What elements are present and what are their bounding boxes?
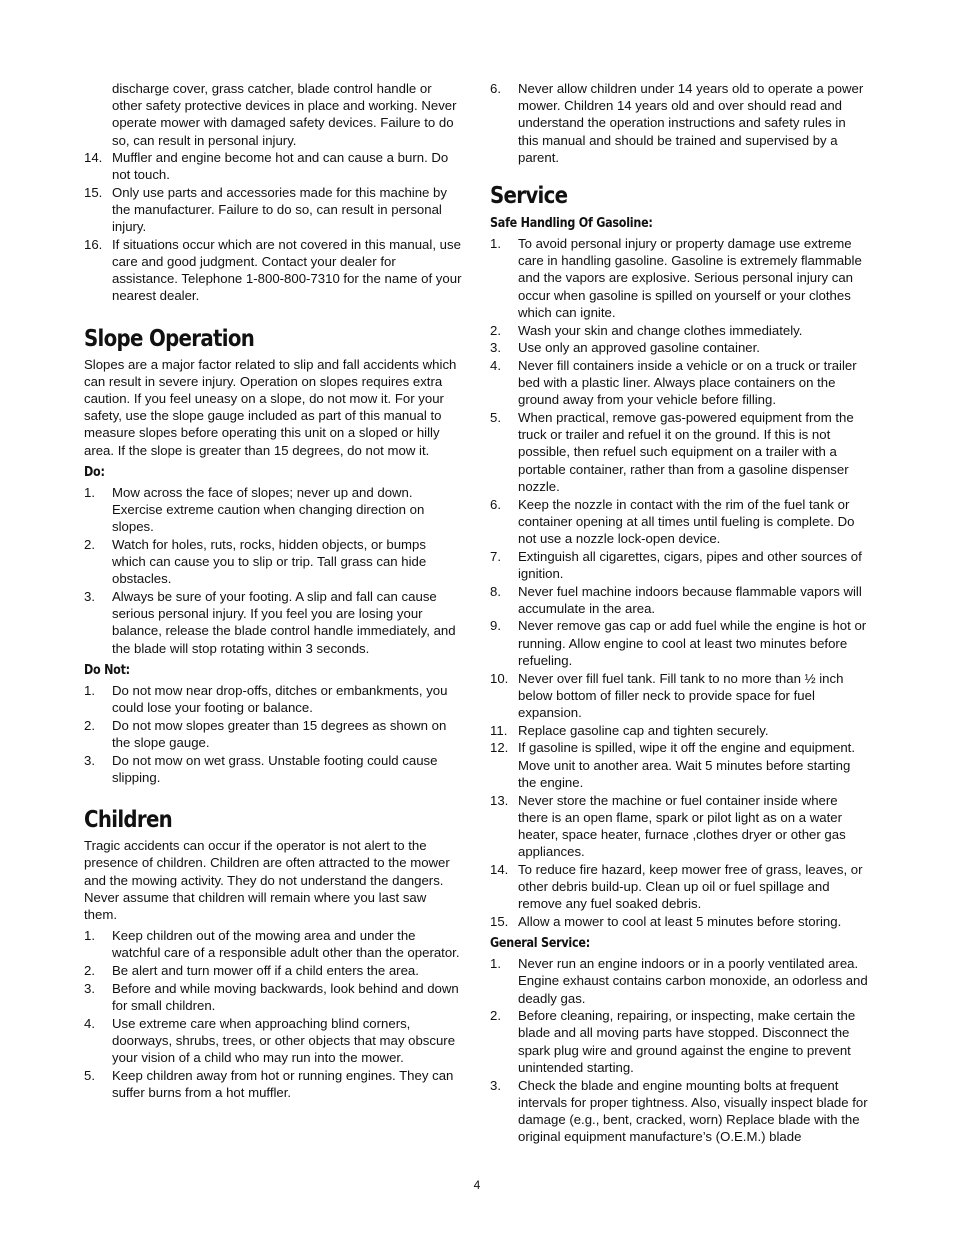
list-item xyxy=(84,1067,462,1101)
item-number: 8. xyxy=(490,583,501,599)
item-number: 5. xyxy=(84,1067,95,1083)
item-text: Watch for holes, ruts, rocks, hidden objects, or bumps which can cause you to slip or trip. Tall grass can hide obstacles. xyxy=(112,536,427,587)
children-list-continued xyxy=(490,80,868,166)
item-text: Replace gasoline cap and tighten securely. xyxy=(518,722,769,738)
item-text: Always be sure of your footing. A slip and fall can cause serious personal injury. If you feel you are losing your balance, release the blade control handle immediately, and the blade will stop rotating within 3 seconds. xyxy=(112,589,456,656)
list-item xyxy=(490,739,868,791)
list-item xyxy=(490,235,868,321)
item-text: If gasoline is spilled, wipe it off the engine and equipment. Move unit to another area. Wait 5 minutes before starting the engine. xyxy=(518,740,855,790)
list-item xyxy=(490,357,868,409)
item-text: To avoid personal injury or property damage use extreme care in handling gasoline. Gasoline is extremely flammable and the vapors are explosive. Serious personal injury can occur when gasoline is spilled on yourself or your clothes which can ignite. xyxy=(518,236,862,320)
list-item xyxy=(84,927,462,961)
item-text: Only use parts and accessories made for this machine by the manufacturer. Failure to do so, can result in personal injury. xyxy=(112,184,447,235)
list-item xyxy=(84,717,462,751)
item-text: Do not mow near drop-offs, ditches or embankments, you could lose your footing or balance. xyxy=(112,682,448,716)
item-text: Keep children out of the mowing area and under the watchful care of a responsible adult other than the operator. xyxy=(112,928,460,961)
item-number: 14. xyxy=(84,149,103,165)
item-number: 1. xyxy=(84,682,95,698)
page-number: 4 xyxy=(473,1178,481,1192)
list-item xyxy=(490,339,868,356)
list-item xyxy=(84,980,462,1014)
section-title-service: Service xyxy=(490,183,568,210)
gasoline-list xyxy=(490,235,868,930)
item-number: 3. xyxy=(84,589,95,605)
list-item xyxy=(84,588,462,657)
item-text: Use extreme care when approaching blind corners, doorways, shrubs, trees, or other objects that may obscure your vision of a child who may run into the mower. xyxy=(112,1015,456,1066)
list-item xyxy=(490,955,868,1007)
item-number: 14. xyxy=(490,861,509,877)
list-item xyxy=(84,536,462,588)
list-item xyxy=(490,80,868,166)
item-number: 9. xyxy=(490,618,501,634)
list-item xyxy=(490,670,868,722)
list-item xyxy=(490,1077,868,1146)
do-not-list xyxy=(84,682,462,786)
item-text: Be alert and turn mower off if a child enters the area. xyxy=(112,963,419,979)
list-item xyxy=(84,184,462,236)
item-text: Never run an engine indoors or in a poorly ventilated area. Engine exhaust contains carbon monoxide, an odorless and deadly gas. xyxy=(518,956,868,1006)
list-item xyxy=(490,722,868,739)
item-text: Check the blade and engine mounting bolts at frequent intervals for proper tightness. Also, visually inspect blade for damage (e.g., bent, cracked, worn) Replace blade with the original equipment manufacture’s (O.E.M.) blade xyxy=(518,1077,868,1145)
item-number: 2. xyxy=(84,536,95,552)
item-number: 6. xyxy=(490,496,501,512)
item-text: Never fill containers inside a vehicle or on a truck or trailer bed with a plastic liner. Always place containers on the ground away from your vehicle before filling. xyxy=(518,357,857,408)
item-number: 10. xyxy=(490,670,509,686)
item-text: Never over fill fuel tank. Fill tank to no more than ½ inch below bottom of filler neck to provide space for fuel expansion. xyxy=(518,670,844,720)
list-item xyxy=(490,861,868,913)
item-text: Do not mow on wet grass. Unstable footing could cause slipping. xyxy=(112,752,438,785)
item-text: Before and while moving backwards, look behind and down for small children. xyxy=(112,980,459,1013)
item-number: 3. xyxy=(84,752,95,768)
item-text: When practical, remove gas-powered equipment from the truck or trailer and refuel it on the ground. If this is not possible, then refuel such equipment on a trailer with a portable container, rather than from a gasoline dispenser nozzle. xyxy=(518,410,854,494)
item-number: 16. xyxy=(84,236,103,252)
item-text: If situations occur which are not covered in this manual, use care and good judgment. Contact your dealer for assistance. Telephone 1-800-800-7310 for the name of your nearest dealer. xyxy=(112,236,462,304)
list-item xyxy=(490,1007,868,1076)
subheading-do-not: Do Not: xyxy=(84,662,130,678)
item-text: Extinguish all cigarettes, cigars, pipes and other sources of ignition. xyxy=(518,548,862,581)
item-text: Never fuel machine indoors because flammable vapors will accumulate in the area. xyxy=(518,583,862,616)
children-list xyxy=(84,927,462,1101)
section-title-children: Children xyxy=(84,807,173,834)
list-item xyxy=(84,752,462,786)
item-text: Never allow children under 14 years old to operate a power mower. Children 14 years old and over should read and understand the operation instructions and safety rules in this manual and should be trained and supervised by a parent. xyxy=(518,81,864,165)
item-number: 4. xyxy=(84,1015,95,1031)
general-service-list xyxy=(490,955,868,1145)
item-number: 6. xyxy=(490,81,501,96)
item-number: 13. xyxy=(490,792,509,808)
item-number: 11. xyxy=(490,722,508,738)
item-number: 2. xyxy=(84,717,95,733)
item-number: 15. xyxy=(490,913,509,929)
list-item xyxy=(84,236,462,305)
item-text: Mow across the face of slopes; never up and down. Exercise extreme caution when changing direction on slopes. xyxy=(112,484,425,535)
left-column xyxy=(84,80,462,1102)
item-number: 1. xyxy=(84,484,95,500)
item-text: Do not mow slopes greater than 15 degrees as shown on the slope gauge. xyxy=(112,717,447,750)
list-item xyxy=(490,913,868,930)
subheading-gasoline: Safe Handling Of Gasoline: xyxy=(490,216,653,232)
item-text: To reduce fire hazard, keep mower free of grass, leaves, or other debris build-up. Clean up oil or fuel spillage and remove any fuel soaked debris. xyxy=(518,861,863,912)
list-item xyxy=(490,548,868,582)
item-text: Keep children away from hot or running engines. They can suffer burns from a hot muffler. xyxy=(112,1067,454,1100)
item-number: 12. xyxy=(490,740,509,756)
continued-item-text: discharge cover, grass catcher, blade control handle or other safety protective devices in place and working. Never operate mower with damaged safety devices. Failure to do so, can result in personal injury. xyxy=(112,81,457,148)
slope-intro: Slopes are a major factor related to slip and fall accidents which can result in severe injury. Operation on slopes requires extra caution. If you feel uneasy on a slope, do not mow it. For your safety, use the slope gauge included as part of this manual to measure slopes before operating this unit on a sloped or hilly area. If the slope is greater than 15 degrees, do not mow it. xyxy=(84,356,457,458)
item-text: Never remove gas cap or add fuel while the engine is hot or running. Allow engine to cool at least two minutes before refueling. xyxy=(518,618,867,668)
safety-list-continued xyxy=(84,149,462,305)
item-number: 1. xyxy=(490,956,501,972)
section-title-slope: Slope Operation xyxy=(84,325,255,352)
item-number: 1. xyxy=(490,236,501,252)
item-text: Allow a mower to cool at least 5 minutes before storing. xyxy=(518,913,842,929)
do-list xyxy=(84,484,462,657)
list-item xyxy=(490,496,868,548)
list-item xyxy=(490,792,868,861)
list-item xyxy=(490,583,868,617)
item-text: Wash your skin and change clothes immediately. xyxy=(518,322,803,338)
list-item xyxy=(84,682,462,716)
item-text: Muffler and engine become hot and can cause a burn. Do not touch. xyxy=(112,149,449,183)
list-item xyxy=(490,322,868,339)
item-text: Keep the nozzle in contact with the rim of the fuel tank or container opening at all times until fueling is complete. Do not use a nozzle lock-open device. xyxy=(518,496,855,546)
right-column xyxy=(490,80,868,1146)
item-number: 3. xyxy=(490,1077,501,1093)
list-item xyxy=(490,409,868,495)
list-item xyxy=(84,1015,462,1067)
item-number: 1. xyxy=(84,928,95,944)
item-number: 15. xyxy=(84,184,103,200)
list-item xyxy=(490,617,868,669)
item-number: 5. xyxy=(490,410,501,426)
item-number: 2. xyxy=(84,963,95,979)
subheading-do: Do: xyxy=(84,464,105,480)
children-intro: Tragic accidents can occur if the operator is not alert to the presence of children. Children are often attracted to the mower and the mowing activity. They do not understand the dangers. Never assume that children will remain where you last saw them. xyxy=(84,838,450,922)
item-number: 7. xyxy=(490,548,501,564)
item-number: 2. xyxy=(490,1008,501,1024)
item-text: Never store the machine or fuel container inside where there is an open flame, spark or pilot light as on a water heater, space heater, furnace ,clothes dryer or other gas appliances. xyxy=(518,792,846,860)
item-number: 4. xyxy=(490,357,501,373)
item-number: 2. xyxy=(490,322,501,338)
list-item xyxy=(84,962,462,979)
subheading-general-service: General Service: xyxy=(490,936,590,952)
list-item xyxy=(84,484,462,536)
list-item xyxy=(84,149,462,183)
item-number: 3. xyxy=(84,980,95,996)
item-text: Use only an approved gasoline container. xyxy=(518,340,760,356)
item-text: Before cleaning, repairing, or inspecting, make certain the blade and all moving parts have stopped. Disconnect the spark plug wire and ground against the engine to prevent unintended starting. xyxy=(518,1008,856,1075)
item-number: 3. xyxy=(490,340,501,356)
